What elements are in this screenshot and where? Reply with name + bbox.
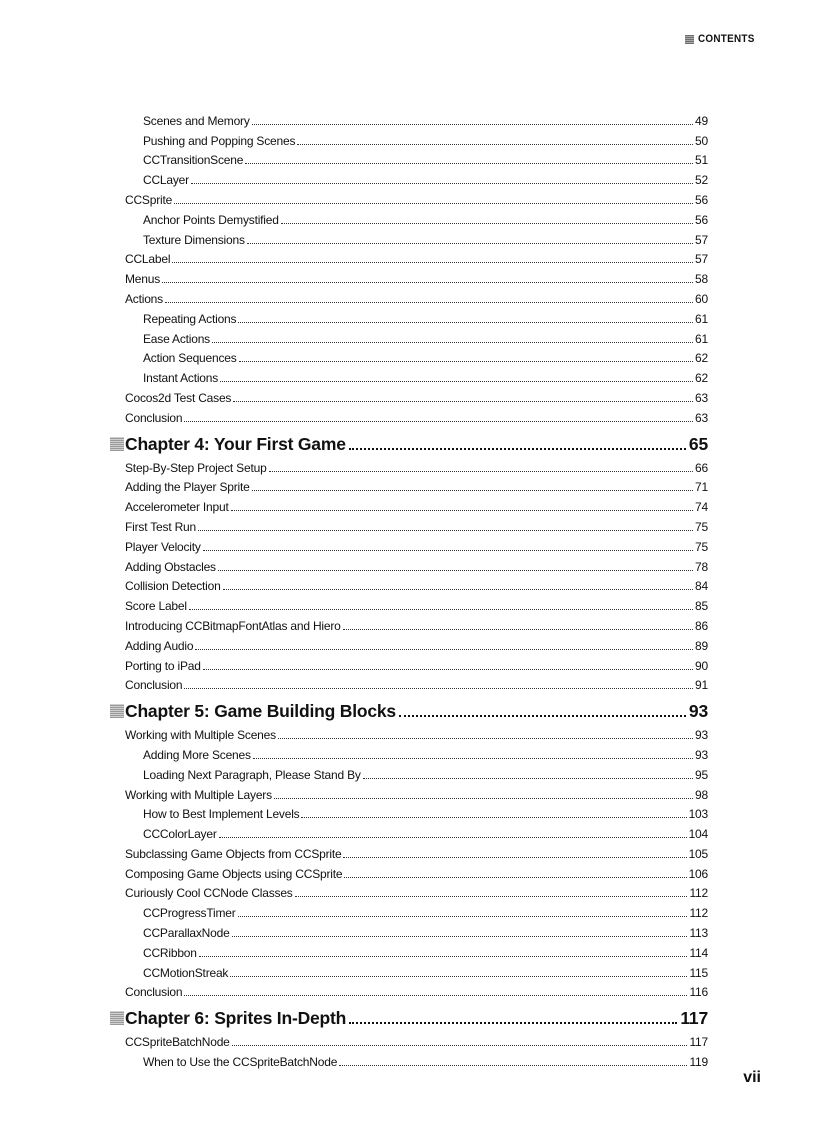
dot-leader	[233, 401, 693, 402]
toc-entry-page: 74	[695, 500, 708, 515]
chapter-square-icon	[110, 437, 124, 451]
toc-entry-title: Porting to iPad	[125, 658, 201, 673]
toc-entry-page: 93	[695, 747, 708, 762]
toc-entry-title: Introducing CCBitmapFontAtlas and Hiero	[125, 618, 341, 633]
toc-entry-title: Conclusion	[125, 678, 183, 693]
toc-entry-title: CCLayer	[143, 173, 189, 188]
dot-leader	[343, 629, 693, 630]
dot-leader	[239, 361, 694, 362]
dot-leader	[232, 1045, 688, 1046]
toc-section-entry[interactable]	[125, 1029, 708, 1049]
dot-leader	[184, 995, 687, 996]
toc-entry-title: Subclassing Game Objects from CCSprite	[125, 846, 342, 861]
dot-leader	[232, 936, 688, 937]
toc-section-entry[interactable]	[125, 574, 708, 594]
toc-entry-title: Adding the Player Sprite	[125, 480, 250, 495]
dot-leader	[399, 715, 686, 717]
toc-entry-page: 114	[689, 945, 708, 960]
dot-leader	[162, 282, 693, 283]
toc-entry-page: 65	[688, 433, 708, 454]
toc-entry-page: 57	[695, 252, 708, 267]
toc-entry-page: 75	[695, 539, 708, 554]
toc-entry-title: Adding Obstacles	[125, 559, 216, 574]
toc-entry-title: Instant Actions	[143, 371, 219, 386]
dot-leader	[238, 322, 693, 323]
toc-subsection-entry[interactable]	[143, 108, 708, 128]
chapter-square-icon	[110, 1011, 124, 1025]
header-label: CONTENTS	[698, 33, 755, 45]
toc-section-entry[interactable]	[125, 722, 708, 742]
toc-subsection-entry[interactable]	[143, 940, 708, 960]
toc-entry-page: 98	[695, 787, 708, 802]
dot-leader	[349, 448, 686, 450]
toc-entry-title: Player Velocity	[125, 539, 201, 554]
toc-entry-title: CCTransitionScene	[143, 153, 244, 168]
toc-section-entry[interactable]	[125, 980, 708, 1000]
toc-entry-title: Composing Game Objects using CCSprite	[125, 866, 343, 881]
toc-subsection-entry[interactable]	[143, 167, 708, 187]
toc-section-entry[interactable]	[125, 494, 708, 514]
toc-section-entry[interactable]	[125, 534, 708, 554]
toc-section-entry[interactable]	[125, 286, 708, 306]
toc-subsection-entry[interactable]	[143, 920, 708, 940]
dot-leader	[238, 916, 688, 917]
toc-entry-page: 85	[695, 599, 708, 614]
toc-chapter-entry[interactable]	[110, 1002, 708, 1028]
dot-leader	[184, 688, 693, 689]
toc-entry-page: 112	[689, 906, 708, 921]
dot-leader	[198, 530, 693, 531]
dot-leader	[363, 778, 693, 779]
dot-leader	[174, 203, 693, 204]
toc-entry-title: Texture Dimensions	[143, 232, 245, 247]
dot-leader	[219, 837, 687, 838]
dot-leader	[245, 163, 693, 164]
dot-leader	[247, 243, 693, 244]
toc-entry-title: Adding Audio	[125, 638, 194, 653]
toc-entry-page: 91	[695, 678, 708, 693]
toc-entry-title: Actions	[125, 291, 163, 306]
toc-subsection-entry[interactable]	[143, 802, 708, 822]
toc-entry-page: 104	[688, 827, 708, 842]
dot-leader	[339, 1065, 687, 1066]
toc-entry-title: When to Use the CCSpriteBatchNode	[143, 1055, 338, 1070]
toc-subsection-entry[interactable]	[143, 227, 708, 247]
toc-entry-page: 106	[688, 866, 708, 881]
toc-entry-title: Repeating Actions	[143, 311, 237, 326]
toc-chapter-entry[interactable]	[110, 695, 708, 721]
toc-section-entry[interactable]	[125, 554, 708, 574]
toc-entry-title: Collision Detection	[125, 579, 221, 594]
toc-entry-title: Chapter 6: Sprites In-Depth	[125, 1008, 347, 1029]
dot-leader	[203, 550, 693, 551]
toc-entry-title: Working with Multiple Scenes	[125, 728, 276, 743]
toc-section-entry[interactable]	[125, 455, 708, 475]
toc-entry-page: 115	[689, 965, 708, 980]
toc-entry-page: 62	[695, 351, 708, 366]
toc-section-entry[interactable]	[125, 405, 708, 425]
dot-leader	[344, 877, 686, 878]
toc-section-entry[interactable]	[125, 187, 708, 207]
toc-entry-page: 57	[695, 232, 708, 247]
dot-leader	[252, 124, 693, 125]
toc-entry-page: 56	[695, 212, 708, 227]
toc-subsection-entry[interactable]	[143, 900, 708, 920]
toc-section-entry[interactable]	[125, 593, 708, 613]
toc-entry-title: CCLabel	[125, 252, 171, 267]
toc-entry-title: Anchor Points Demystified	[143, 212, 279, 227]
toc-entry-page: 56	[695, 192, 708, 207]
toc-entry-page: 75	[695, 519, 708, 534]
toc-entry-page: 105	[688, 846, 708, 861]
toc-entry-page: 52	[695, 173, 708, 188]
toc-entry-title: CCSprite	[125, 192, 173, 207]
toc-entry-title: Loading Next Paragraph, Please Stand By	[143, 767, 361, 782]
dot-leader	[281, 223, 693, 224]
toc-entry-page: 63	[695, 390, 708, 405]
table-of-contents	[0, 108, 816, 1069]
toc-entry-title: Curiously Cool CCNode Classes	[125, 886, 293, 901]
toc-entry-title: Ease Actions	[143, 331, 210, 346]
toc-entry-page: 119	[689, 1055, 708, 1070]
toc-subsection-entry[interactable]	[143, 821, 708, 841]
square-icon	[685, 35, 694, 44]
dot-leader	[269, 471, 694, 472]
dot-leader	[220, 381, 693, 382]
dot-leader	[274, 798, 693, 799]
toc-entry-title: How to Best Implement Levels	[143, 807, 300, 822]
toc-entry-page: 112	[689, 886, 708, 901]
toc-entry-title: Chapter 5: Game Building Blocks	[125, 701, 396, 722]
dot-leader	[218, 570, 693, 571]
toc-entry-page: 84	[695, 579, 708, 594]
toc-entry-title: Accelerometer Input	[125, 500, 229, 515]
toc-entry-page: 78	[695, 559, 708, 574]
dot-leader	[184, 421, 693, 422]
dot-leader	[191, 183, 693, 184]
toc-entry-page: 117	[680, 1008, 708, 1029]
toc-section-entry[interactable]	[125, 475, 708, 495]
toc-subsection-entry[interactable]	[143, 1049, 708, 1069]
toc-subsection-entry[interactable]	[143, 148, 708, 168]
toc-entry-page: 71	[695, 480, 708, 495]
dot-leader	[195, 649, 693, 650]
toc-entry-title: First Test Run	[125, 519, 196, 534]
dot-leader	[301, 817, 686, 818]
dot-leader	[199, 956, 688, 957]
toc-entry-page: 89	[695, 638, 708, 653]
toc-entry-page: 90	[695, 658, 708, 673]
toc-entry-title: Menus	[125, 272, 161, 287]
toc-entry-page: 58	[695, 272, 708, 287]
toc-section-entry[interactable]	[125, 247, 708, 267]
toc-entry-page: 103	[688, 807, 708, 822]
toc-entry-page: 86	[695, 618, 708, 633]
toc-entry-page: 60	[695, 291, 708, 306]
dot-leader	[212, 342, 693, 343]
toc-entry-page: 62	[695, 371, 708, 386]
toc-subsection-entry[interactable]	[143, 742, 708, 762]
toc-entry-page: 63	[695, 410, 708, 425]
running-header	[685, 32, 761, 46]
toc-entry-page: 93	[688, 701, 708, 722]
toc-entry-title: CCParallaxNode	[143, 926, 230, 941]
toc-subsection-entry[interactable]	[143, 762, 708, 782]
toc-entry-page: 50	[695, 133, 708, 148]
dot-leader	[165, 302, 693, 303]
toc-section-entry[interactable]	[125, 613, 708, 633]
toc-subsection-entry[interactable]	[143, 207, 708, 227]
toc-section-entry[interactable]	[125, 266, 708, 286]
toc-entry-title: CCProgressTimer	[143, 906, 236, 921]
dot-leader	[252, 490, 693, 491]
dot-leader	[349, 1022, 677, 1024]
toc-section-entry[interactable]	[125, 861, 708, 881]
toc-section-entry[interactable]	[125, 633, 708, 653]
toc-subsection-entry[interactable]	[143, 128, 708, 148]
toc-section-entry[interactable]	[125, 881, 708, 901]
dot-leader	[231, 510, 693, 511]
toc-entry-title: Action Sequences	[143, 351, 237, 366]
dot-leader	[189, 609, 693, 610]
dot-leader	[253, 758, 693, 759]
toc-entry-title: CCMotionStreak	[143, 965, 229, 980]
dot-leader	[223, 589, 693, 590]
toc-entry-title: Conclusion	[125, 410, 183, 425]
toc-section-entry[interactable]	[125, 782, 708, 802]
toc-entry-page: 51	[695, 153, 708, 168]
toc-entry-title: Step-By-Step Project Setup	[125, 460, 267, 475]
toc-entry-title: Working with Multiple Layers	[125, 787, 272, 802]
dot-leader	[297, 144, 693, 145]
toc-entry-page: 93	[695, 728, 708, 743]
dot-leader	[172, 262, 693, 263]
toc-entry-page: 117	[689, 1035, 708, 1050]
dot-leader	[203, 669, 693, 670]
toc-subsection-entry[interactable]	[143, 326, 708, 346]
toc-entry-page: 113	[689, 926, 708, 941]
toc-entry-title: Conclusion	[125, 985, 183, 1000]
toc-subsection-entry[interactable]	[143, 365, 708, 385]
toc-entry-title: CCRibbon	[143, 945, 197, 960]
toc-entry-title: Adding More Scenes	[143, 747, 251, 762]
toc-section-entry[interactable]	[125, 514, 708, 534]
dot-leader	[278, 738, 693, 739]
toc-entry-page: 116	[689, 985, 708, 1000]
dot-leader	[343, 857, 686, 858]
toc-entry-page: 61	[695, 311, 708, 326]
toc-chapter-entry[interactable]	[110, 428, 708, 454]
toc-subsection-entry[interactable]	[143, 960, 708, 980]
dot-leader	[230, 976, 687, 977]
toc-subsection-entry[interactable]	[143, 306, 708, 326]
toc-entry-title: CCColorLayer	[143, 827, 217, 842]
toc-entry-page: 49	[695, 113, 708, 128]
toc-entry-page: 66	[695, 460, 708, 475]
toc-section-entry[interactable]	[125, 653, 708, 673]
toc-section-entry[interactable]	[125, 673, 708, 693]
toc-subsection-entry[interactable]	[143, 346, 708, 366]
toc-section-entry[interactable]	[125, 385, 708, 405]
page-number: vii	[743, 1069, 761, 1086]
toc-entry-title: Score Label	[125, 599, 187, 614]
toc-section-entry[interactable]	[125, 841, 708, 861]
toc-entry-title: CCSpriteBatchNode	[125, 1035, 230, 1050]
toc-entry-title: Scenes and Memory	[143, 113, 250, 128]
chapter-square-icon	[110, 704, 124, 718]
toc-entry-page: 61	[695, 331, 708, 346]
toc-entry-title: Pushing and Popping Scenes	[143, 133, 296, 148]
dot-leader	[295, 896, 688, 897]
toc-entry-title: Cocos2d Test Cases	[125, 390, 232, 405]
toc-entry-page: 95	[695, 767, 708, 782]
toc-entry-title: Chapter 4: Your First Game	[125, 433, 346, 454]
